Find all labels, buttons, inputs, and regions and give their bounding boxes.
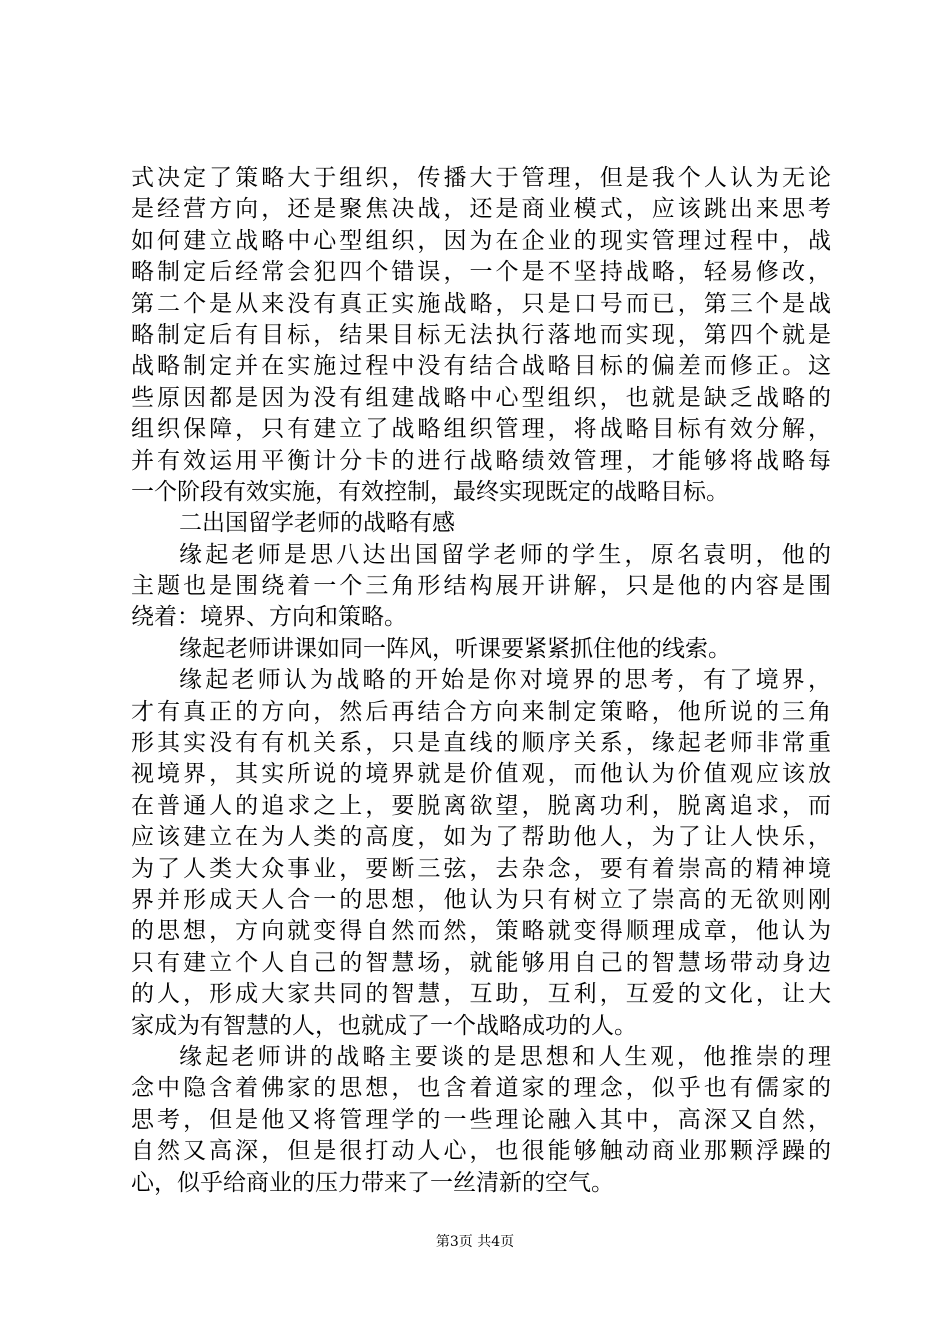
text-line: 心，似乎给商业的压力带来了一丝清新的空气。 — [131, 1169, 614, 1196]
body-text — [131, 163, 831, 1199]
text-line: 缘起老师讲课如同一阵风，听课要紧紧抓住他的线索。 — [179, 635, 731, 662]
text-line: 的人，形成大家共同的智慧，互助，互利，互爱的文化，让大 — [131, 981, 831, 1008]
text-line: 是经营方向，还是聚焦决战，还是商业模式，应该跳出来思考 — [131, 196, 831, 223]
text-line: 形其实没有有机关系，只是直线的顺序关系，缘起老师非常重 — [131, 730, 831, 757]
text-line: 缘起老师是思八达出国留学老师的学生，原名袁明，他的 — [179, 541, 831, 568]
text-line: 缘起老师认为战略的开始是你对境界的思考，有了境界， — [179, 667, 831, 694]
text-line: 略制定后经常会犯四个错误，一个是不坚持战略，轻易修改， — [131, 259, 831, 286]
text-line: 念中隐含着佛家的思想，也含着道家的理念，似乎也有儒家的 — [131, 1075, 831, 1102]
text-line: 如何建立战略中心型组织，因为在企业的现实管理过程中，战 — [131, 227, 831, 254]
text-line: 二出国留学老师的战略有感 — [179, 510, 455, 537]
text-line: 一个阶段有效实施，有效控制，最终实现既定的战略目标。 — [131, 478, 729, 505]
text-line: 界并形成天人合一的思想，他认为只有树立了崇高的无欲则刚 — [131, 886, 831, 913]
text-line: 战略制定并在实施过程中没有结合战略目标的偏差而修正。这 — [131, 353, 831, 380]
text-line: 略制定后有目标，结果目标无法执行落地而实现，第四个就是 — [131, 321, 831, 348]
text-line: 些原因都是因为没有组建战略中心型组织，也就是缺乏战略的 — [131, 384, 831, 411]
text-line: 家成为有智慧的人，也就成了一个战略成功的人。 — [131, 1012, 637, 1039]
text-line: 主题也是围绕着一个三角形结构展开讲解，只是他的内容是围 — [131, 573, 831, 600]
text-line: 在普通人的追求之上，要脱离欲望，脱离功利，脱离追求，而 — [131, 792, 831, 819]
text-line: 组织保障，只有建立了战略组织管理，将战略目标有效分解， — [131, 416, 831, 443]
text-line: 自然又高深，但是很打动人心，也很能够触动商业那颗浮躁的 — [131, 1138, 831, 1165]
text-line: 的思想，方向就变得自然而然，策略就变得顺理成章，他认为 — [131, 918, 831, 945]
text-line: 并有效运用平衡计分卡的进行战略绩效管理，才能够将战略每 — [131, 447, 831, 474]
text-line: 式决定了策略大于组织，传播大于管理，但是我个人认为无论 — [131, 165, 831, 191]
text-line: 视境界，其实所说的境界就是价值观，而他认为价值观应该放 — [131, 761, 831, 788]
text-line: 思考，但是他又将管理学的一些理论融入其中，高深又自然， — [131, 1106, 831, 1133]
text-line: 缘起老师讲的战略主要谈的是思想和人生观，他推崇的理 — [179, 1043, 831, 1070]
text-line: 才有真正的方向，然后再结合方向来制定策略，他所说的三角 — [131, 698, 831, 725]
page-footer: 第3页 共4页 — [435, 1234, 515, 1250]
text-line: 绕着：境界、方向和策略。 — [131, 604, 407, 631]
text-line: 应该建立在为人类的高度，如为了帮助他人，为了让人快乐， — [131, 824, 831, 851]
text-line: 为了人类大众事业，要断三弦，去杂念，要有着崇高的精神境 — [131, 855, 831, 882]
text-line: 只有建立个人自己的智慧场，就能够用自己的智慧场带动身边 — [131, 949, 831, 976]
text-line: 第二个是从来没有真正实施战略，只是口号而已，第三个是战 — [131, 290, 831, 317]
